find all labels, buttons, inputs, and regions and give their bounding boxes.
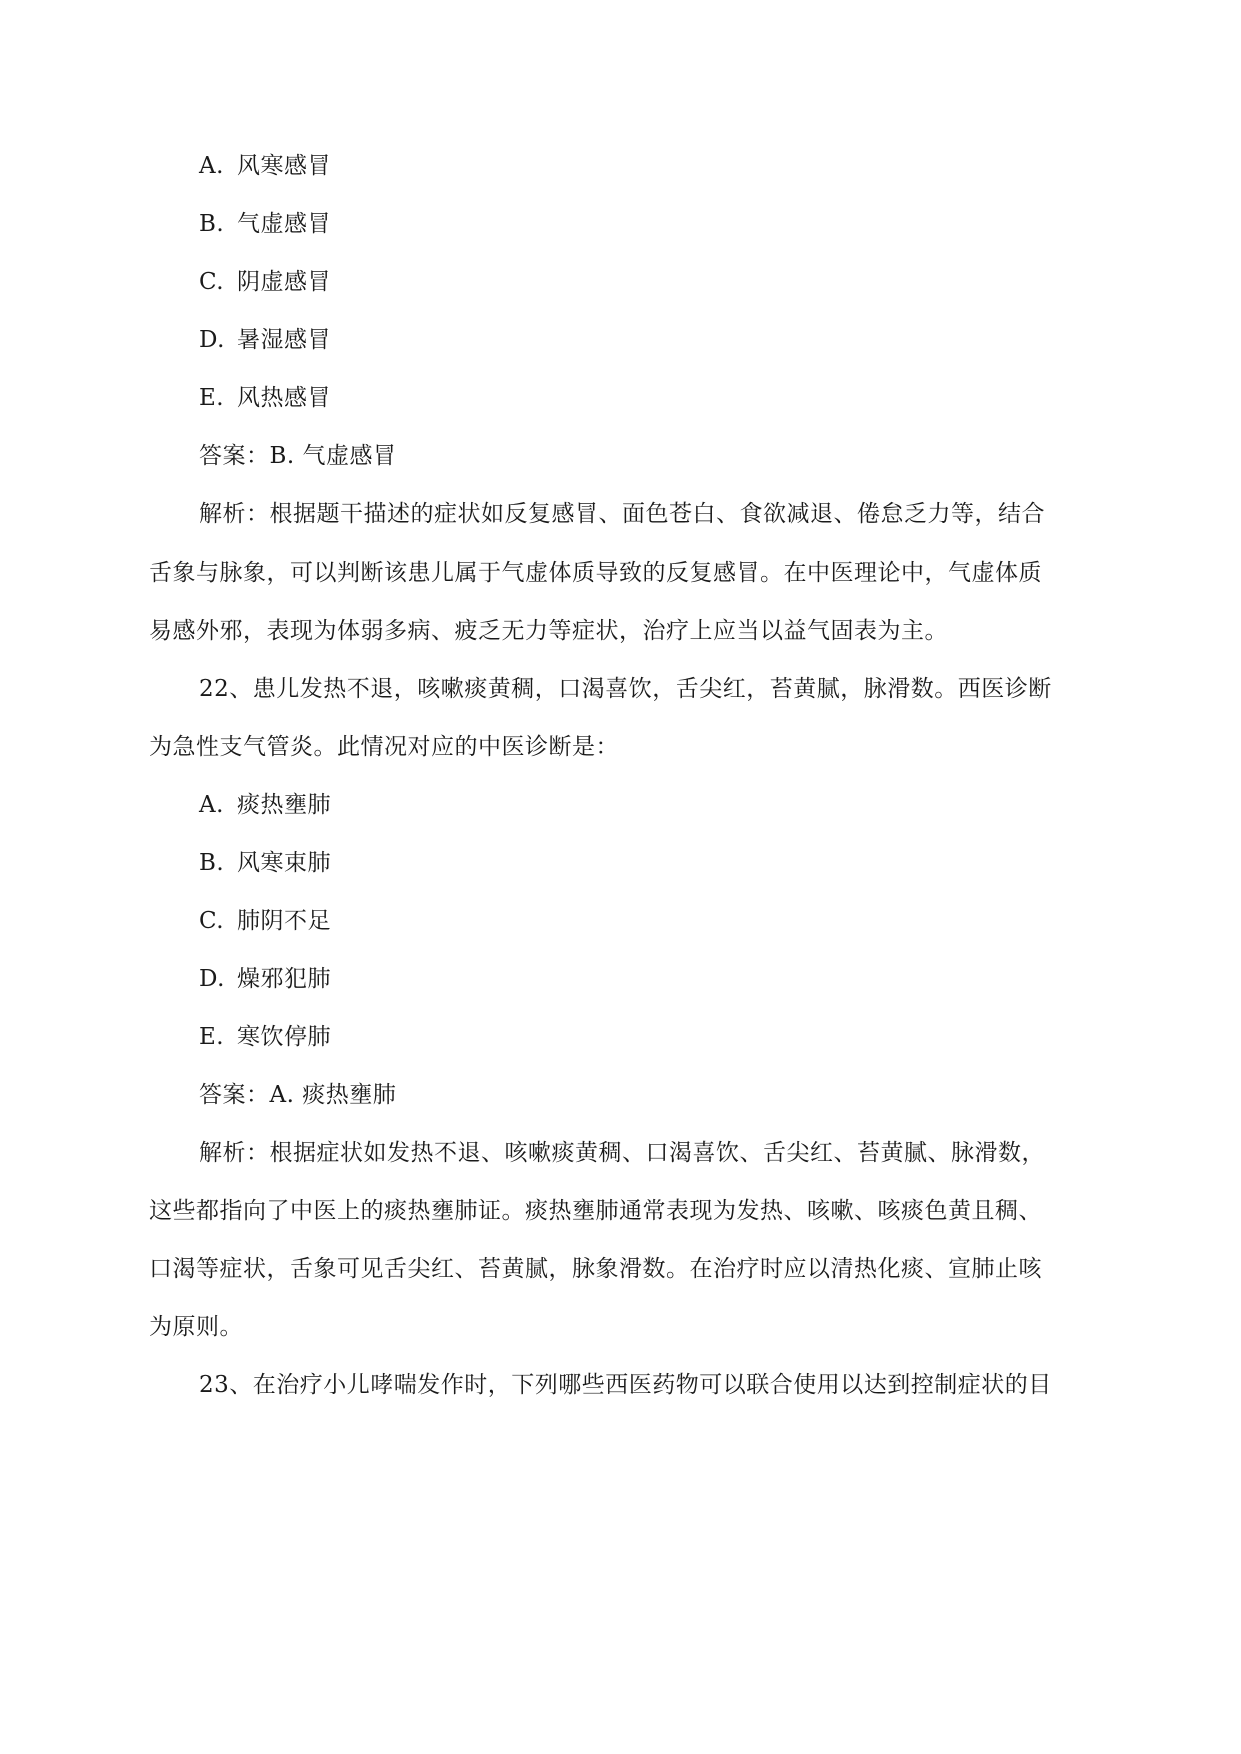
- option-text: 风寒束肺: [237, 850, 331, 876]
- q22-option-e: [199, 1021, 331, 1053]
- option-letter: C.: [199, 269, 225, 295]
- q22-option-c: [199, 905, 331, 937]
- option-text: 阴虚感冒: [237, 269, 331, 295]
- q21-analysis-line-2: 舌象与脉象，可以判断该患儿属于气虚体质导致的反复感冒。在中医理论中，气虚体质: [149, 560, 1042, 586]
- option-letter: A.: [199, 792, 224, 818]
- option-text: 暑湿感冒: [237, 327, 331, 353]
- option-letter: B.: [199, 211, 225, 237]
- option-letter: B.: [199, 850, 225, 876]
- q22-option-d: [199, 963, 331, 995]
- option-text: 风热感冒: [237, 385, 331, 411]
- option-letter: D.: [199, 327, 225, 353]
- option-letter: E.: [199, 385, 225, 411]
- option-text: 肺阴不足: [237, 908, 331, 934]
- option-text: 痰热壅肺: [237, 792, 331, 818]
- q22-stem-line-1: 22、患儿发热不退，咳嗽痰黄稠，口渴喜饮，舌尖红，苔黄腻，脉滑数。西医诊断: [199, 676, 1052, 702]
- q22-answer: 答案：A. 痰热壅肺: [199, 1082, 397, 1108]
- option-text: 燥邪犯肺: [237, 966, 331, 992]
- q22-analysis-line-4: 为原则。: [149, 1314, 243, 1340]
- option-letter: D.: [199, 966, 225, 992]
- option-text: 寒饮停肺: [237, 1024, 331, 1050]
- q21-option-e: [199, 382, 331, 414]
- q22-stem-line-2: 为急性支气管炎。此情况对应的中医诊断是：: [149, 734, 619, 760]
- q21-option-c: [199, 266, 331, 298]
- q22-option-b: [199, 847, 331, 879]
- option-text: 风寒感冒: [237, 153, 331, 179]
- option-letter: E.: [199, 1024, 225, 1050]
- q21-answer: 答案：B. 气虚感冒: [199, 443, 397, 469]
- q22-analysis-line-2: 这些都指向了中医上的痰热壅肺证。痰热壅肺通常表现为发热、咳嗽、咳痰色黄且稠、: [149, 1198, 1042, 1224]
- q22-analysis-line-1: 解析：根据症状如发热不退、咳嗽痰黄稠、口渴喜饮、舌尖红、苔黄腻、脉滑数，: [199, 1140, 1045, 1166]
- option-letter: C.: [199, 908, 225, 934]
- q23-stem-line-1: 23、在治疗小儿哮喘发作时，下列哪些西医药物可以联合使用以达到控制症状的目: [199, 1372, 1052, 1398]
- option-letter: A.: [199, 153, 224, 179]
- option-text: 气虚感冒: [237, 211, 331, 237]
- q22-analysis-line-3: 口渴等症状，舌象可见舌尖红、苔黄腻，脉象滑数。在治疗时应以清热化痰、宣肺止咳: [149, 1256, 1042, 1282]
- q21-option-a: [199, 150, 331, 182]
- q22-option-a: [199, 789, 331, 821]
- q21-analysis-line-1: 解析：根据题干描述的症状如反复感冒、面色苍白、食欲减退、倦怠乏力等，结合: [199, 501, 1045, 527]
- q21-analysis-line-3: 易感外邪，表现为体弱多病、疲乏无力等症状，治疗上应当以益气固表为主。: [149, 618, 948, 644]
- q21-option-b: [199, 208, 331, 240]
- q21-option-d: [199, 324, 331, 356]
